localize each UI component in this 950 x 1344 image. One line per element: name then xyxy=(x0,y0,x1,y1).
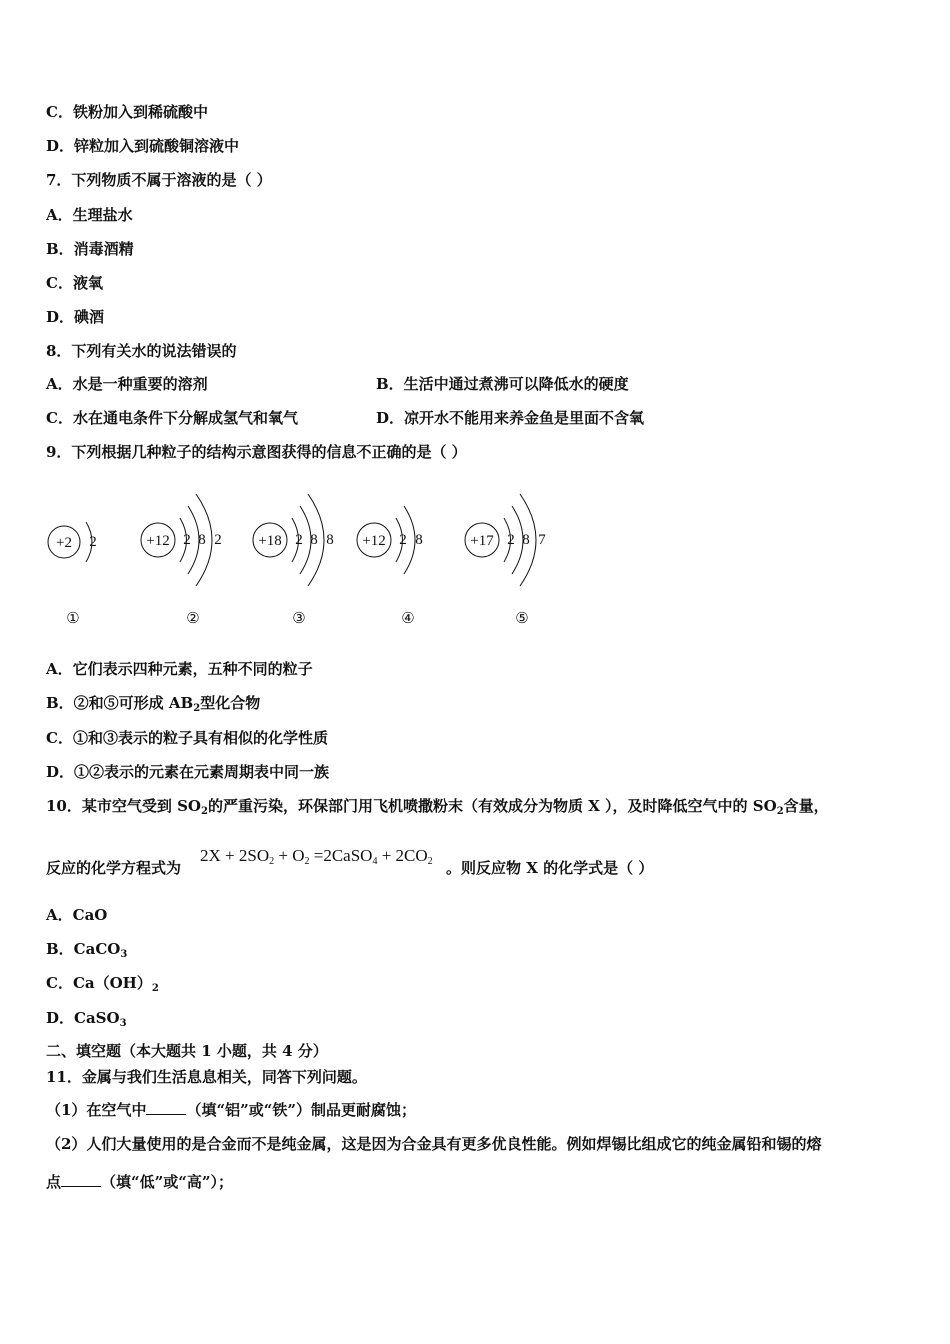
particle-1-shell-1: 2 xyxy=(89,534,97,550)
particle-2-label: ② xyxy=(186,611,200,627)
particle-5-label: ⑤ xyxy=(515,611,529,627)
option-7d: D．碘酒 xyxy=(46,308,105,326)
option-9a: A．它们表示四种元素，五种不同的粒子 xyxy=(46,660,313,678)
option-10d: D．CaSO$_3$ xyxy=(46,1009,127,1029)
particle-4-label: ④ xyxy=(401,611,415,627)
option-8a: A．水是一种重要的溶剂 xyxy=(46,375,208,393)
section-fill-in-heading: 二、填空题（本大题共 1 小题，共 4 分） xyxy=(46,1042,328,1060)
particle-3-label: ③ xyxy=(292,611,306,627)
particle-4-nucleus: +12 xyxy=(362,533,386,549)
particle-1-diagram xyxy=(48,522,97,627)
particle-5-nucleus: +17 xyxy=(470,533,494,549)
particle-5-shell-1: 2 xyxy=(507,532,515,548)
question-11-part-1: （1）在空气中 （填“铝”或“铁”）制品更耐腐蚀； xyxy=(46,1101,416,1119)
question-11-part-2: （2）人们大量使用的是合金而不是纯金属，这是因为合金具有更多优良性能。例如焊锡比组成它的纯金属铅和锡的熔 xyxy=(46,1135,822,1153)
question-11: 11．金属与我们生活息息相关，同答下列问题。 xyxy=(46,1068,367,1086)
option-8c: C．水在通电条件下分解成氢气和氧气 xyxy=(46,409,298,427)
particle-1-label: ① xyxy=(66,611,80,627)
option-7a: A．生理盐水 xyxy=(46,206,133,224)
answer-blank-2[interactable] xyxy=(61,1172,101,1187)
particle-4-diagram xyxy=(357,506,423,627)
option-9b: B．②和⑤可形成 $AB_2$型化合物 xyxy=(46,694,261,714)
particle-3-nucleus: +18 xyxy=(258,533,282,549)
option-7c: C．液氧 xyxy=(46,274,103,292)
particle-3-shell-1: 2 xyxy=(295,532,303,548)
particle-5-shell-2: 8 xyxy=(522,532,530,548)
option-8d: D．凉开水不能用来养金鱼是里面不含氧 xyxy=(376,409,645,427)
particle-4-shell-2: 8 xyxy=(415,532,423,548)
particle-5-diagram xyxy=(465,494,546,627)
particle-structure-diagram xyxy=(40,478,580,638)
particle-1-nucleus: +2 xyxy=(56,535,72,551)
particle-5-shell-3: 7 xyxy=(538,532,546,548)
particle-4-shell-1: 2 xyxy=(399,532,407,548)
question-7: 7．下列物质不属于溶液的是（ ） xyxy=(46,171,272,189)
option-8b: B．生活中通过煮沸可以降低水的硬度 xyxy=(376,375,629,393)
option-9c: C．①和③表示的粒子具有相似的化学性质 xyxy=(46,729,328,747)
option-9d: D．①②表示的元素在元素周期表中同一族 xyxy=(46,763,330,781)
particle-2-shell-3: 2 xyxy=(214,532,222,548)
particle-2-shell-2: 8 xyxy=(198,532,206,548)
particle-2-nucleus: +12 xyxy=(146,533,170,549)
option-6c: C．铁粉加入到稀硫酸中 xyxy=(46,103,208,121)
question-9: 9．下列根据几种粒子的结构示意图获得的信息不正确的是（ ） xyxy=(46,443,467,461)
question-10-line2: 反应的化学方程式为 。则反应物 X 的化学式是（ ） xyxy=(46,859,654,877)
question-10: 10．某市空气受到 $SO_2$的严重污染，环保部门用飞机喷撒粉末（有效成分为物质 X ），及时降低空气中的 $SO_2$含量， xyxy=(46,797,829,817)
particle-3-shell-3: 8 xyxy=(326,532,334,548)
particle-2-shell-1: 2 xyxy=(183,532,191,548)
particle-3-shell-2: 8 xyxy=(310,532,318,548)
option-10b: B．CaCO$_3$ xyxy=(46,940,128,960)
chemical-equation: $2X + 2SO_2 + O_2$ =2CaSO$_4$ + $2CO_2$ xyxy=(200,846,433,867)
particle-3-diagram xyxy=(253,494,334,627)
answer-blank-1[interactable] xyxy=(146,1100,186,1115)
question-11-part-2-cont: 点 （填“低”或“高”）； xyxy=(46,1173,234,1191)
option-10a: A．CaO xyxy=(46,906,108,924)
question-8: 8．下列有关水的说法错误的 xyxy=(46,342,237,360)
particle-2-diagram xyxy=(141,494,222,627)
option-10c: C．$Ca(OH)_2$ xyxy=(46,974,159,994)
option-6d: D．锌粒加入到硫酸铜溶液中 xyxy=(46,137,240,155)
option-7b: B．消毒酒精 xyxy=(46,240,134,258)
